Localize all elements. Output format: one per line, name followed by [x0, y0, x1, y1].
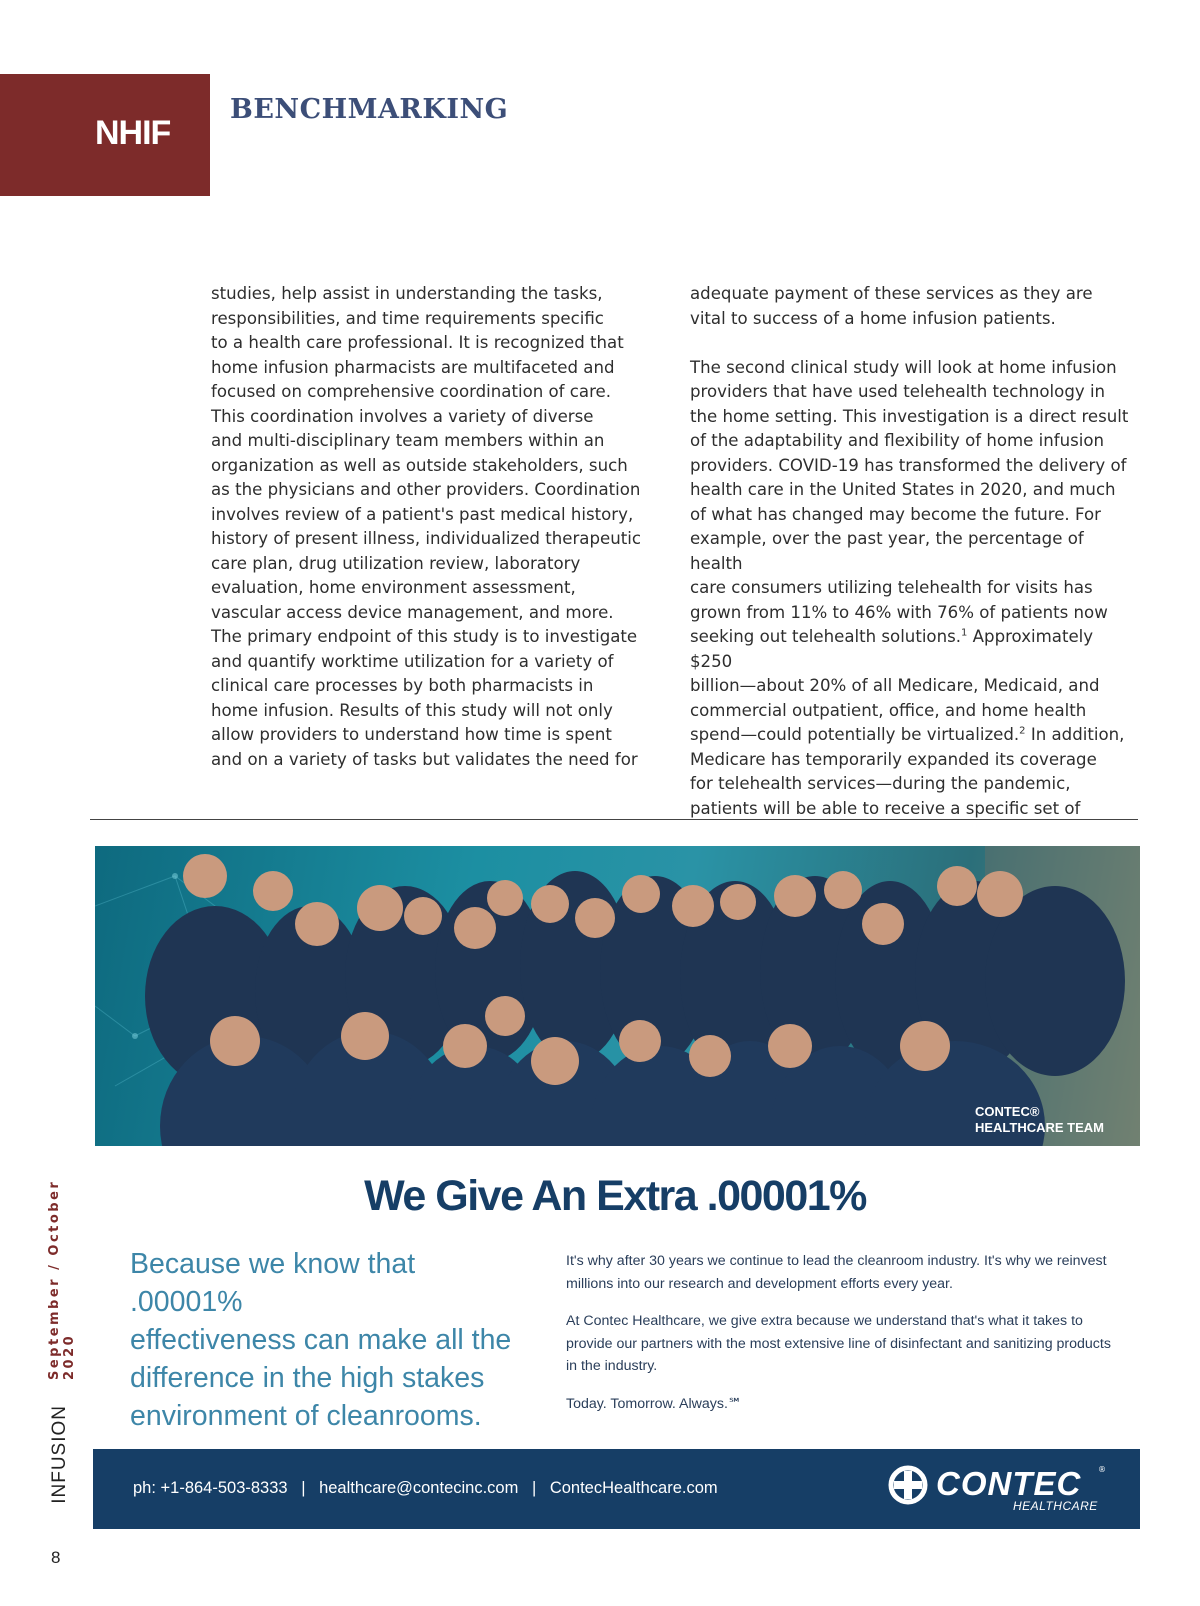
- text-run: In addition, Medicare has temporarily expanded its coverage for telehealth services—during the pandemic, patients will be able to receive a specific set of: [690, 725, 1125, 818]
- contec-cross-icon: [888, 1465, 928, 1505]
- page-number: 8: [51, 1548, 61, 1567]
- registered-mark: ®: [1098, 1465, 1106, 1474]
- photo-caption-line: CONTEC®: [974, 1104, 1040, 1119]
- contec-wordmark: CONTEC: [936, 1465, 1082, 1502]
- ad-body: [566, 1250, 1126, 1430]
- ad-headline: We Give An Extra .00001%: [364, 1172, 866, 1220]
- contec-subbrand: HEALTHCARE: [1013, 1499, 1098, 1513]
- article-paragraph: adequate payment of these services as they are vital to success of a home infusion patients.: [690, 284, 1093, 328]
- photo-caption: [975, 1104, 1104, 1136]
- divider: [90, 819, 1138, 820]
- phone-number: ph: +1-864-503-8333: [133, 1479, 288, 1497]
- nhif-logo: NHIF: [95, 114, 171, 152]
- nhif-logo-block: [0, 74, 210, 196]
- magazine-name: INFUSION: [49, 1405, 70, 1504]
- ad-body-paragraph: Today. Tomorrow. Always.℠: [566, 1395, 743, 1412]
- footnote-ref-2: 2: [1019, 725, 1026, 737]
- side-running-head: [47, 1130, 77, 1504]
- text-run: Approximately $250 billion—about 20% of all Medicare, Medicaid, and commercial outpatient, office, and home health spend—could potentially be virtualized.: [690, 627, 1100, 744]
- contec-logo: [888, 1465, 1108, 1513]
- ad-contact-banner: [93, 1449, 1140, 1529]
- photo-caption-line: HEALTHCARE TEAM: [974, 1120, 1104, 1135]
- contact-line: [133, 1479, 718, 1498]
- team-photo: [95, 846, 1140, 1146]
- ad-body-paragraph: It's why after 30 years we continue to lead the cleanroom industry. It's why we reinvest millions into our research and development efforts every year.: [566, 1253, 1107, 1292]
- issue-date: September / October 2020: [47, 1179, 77, 1380]
- ad-tagline: Because we know that .00001% effectiveness can make all the difference in the high stakes environment of cleanrooms.: [130, 1248, 512, 1432]
- article-column-left: [211, 282, 656, 772]
- team-photo-illustration: [95, 846, 1140, 1146]
- separator: |: [531, 1479, 537, 1497]
- article-paragraph: [690, 356, 1135, 822]
- footnote-ref-1: 1: [961, 627, 968, 639]
- ad-body-paragraph: At Contec Healthcare, we give extra because we understand that's what it takes to provide our partners with the most extensive line of disinfectant and sanitizing products in the industry.: [566, 1313, 1111, 1374]
- article-paragraph: studies, help assist in understanding the tasks, responsibilities, and time requirements specific to a health care professional. It is recognized that home infusion pharmacists are multifaceted and focused on comprehensive coordination of care. This coordination involves a variety of diverse and multi-disciplinary team members within an organization as well as outside stakeholders, such as the physicians and other providers. Coordination involves review of a patient's past medical history, history of present illness, individualized therapeutic care plan, drug utilization review, laboratory evaluation, home environment assessment, vascular access device management, and more. The primary endpoint of this study is to investigate and quantify worktime utilization for a variety of clinical care processes by both pharmacists in home infusion. Results of this study will not only allow providers to understand how time is spent and on a variety of tasks but validates the need for: [211, 284, 641, 769]
- website-link[interactable]: ContecHealthcare.com: [549, 1479, 718, 1497]
- email-link[interactable]: healthcare@contecinc.com: [319, 1479, 519, 1497]
- article-column-right: [690, 282, 1135, 821]
- text-run: The second clinical study will look at home infusion providers that have used telehealth technology in the home setting. This investigation is a direct result of the adaptability and flexibility of home infusion providers. COVID-19 has transformed the delivery of health care in the United States in 2020, and much of what has changed may become the future. For example, over the past year, the percentage of health care consumers utilizing telehealth for visits has grown from 11% to 46% with 76% of patients now seeking out telehealth solutions.: [690, 357, 1129, 646]
- section-title: BENCHMARKING: [230, 94, 509, 125]
- separator: |: [301, 1479, 306, 1497]
